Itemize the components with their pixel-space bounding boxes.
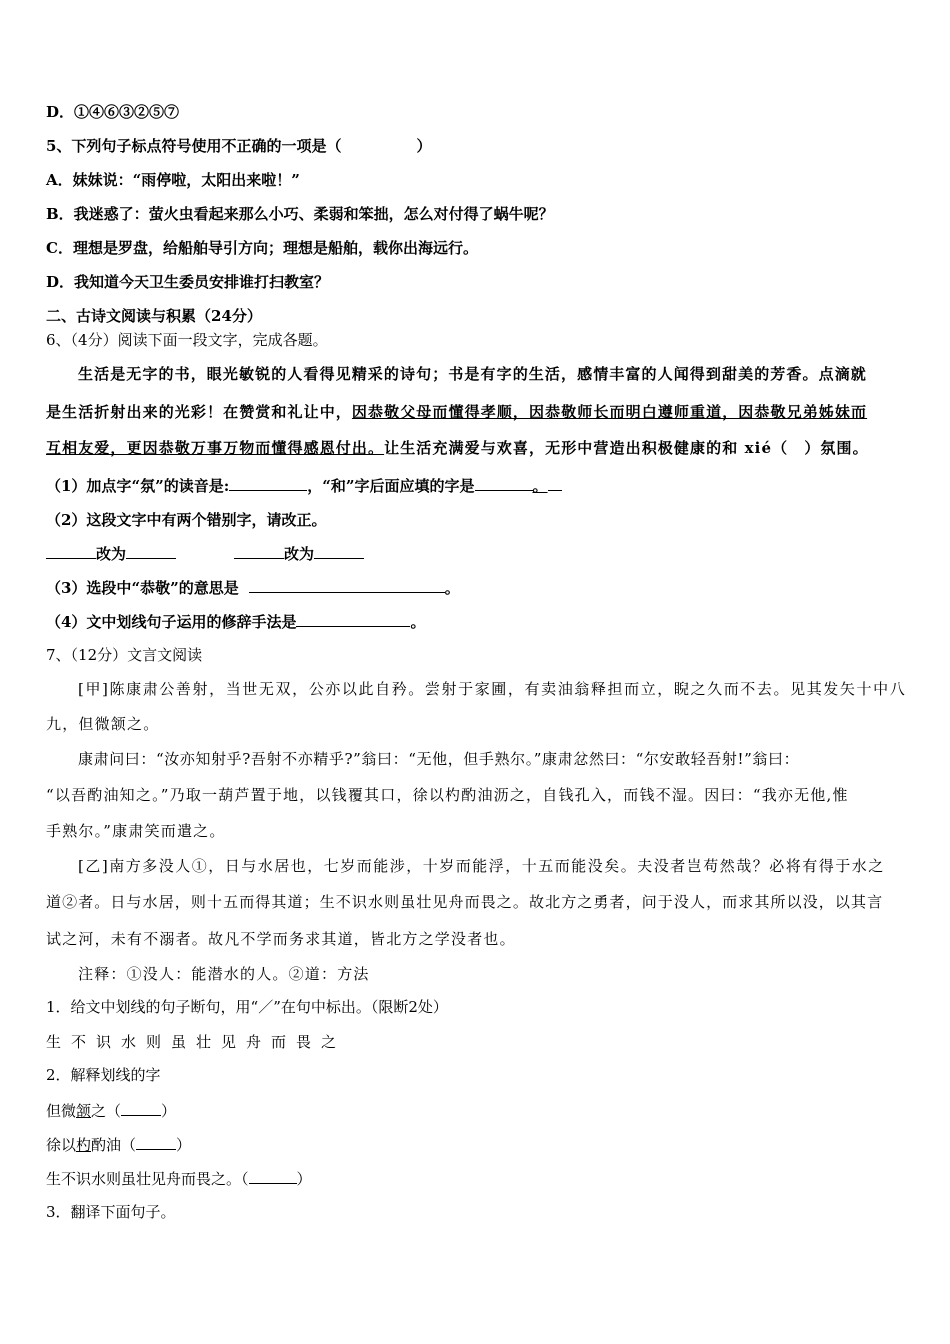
- classical-text-line: “以吾酌油知之。”乃取一葫芦置于地，以钱覆其口，徐以杓酌油沥之，自钱孔入，而钱不湿。因曰：“我亦无他,惟: [46, 786, 849, 804]
- answer-blank[interactable]: [121, 1099, 161, 1116]
- q7-sub1-sentence: 生不识水则虽壮见舟而畏之: [46, 1033, 347, 1051]
- q7-sub3: 3．翻译下面句子。: [46, 1203, 176, 1221]
- q5-option-c: C．理想是罗盘，给船舶导引方向；理想是船舶，载你出海远行。: [46, 239, 478, 257]
- sub3-prompt: （3）选段中“恭敬”的意思是: [46, 579, 239, 597]
- q5-option-d: D．我知道今天卫生委员安排谁打扫教室？: [46, 273, 330, 291]
- classical-text-line: 道②者。日与水居，则十五而得其道；生不识水则虽壮见舟而畏之。故北方之勇者，问于没人，而求其所以没，以其言: [46, 893, 884, 911]
- answer-blank[interactable]: [46, 542, 96, 559]
- sub1-end: 。: [532, 477, 548, 495]
- answer-blank-tail: [548, 474, 562, 491]
- classical-text-line: [乙]南方多没人①，日与水居也，七岁而能涉，十岁而能浮，十五而能没矣。夫没者岂苟然哉？必将有得于水之: [78, 857, 885, 875]
- sub1-prompt-b: ，“和”字后面应填的字是: [307, 477, 475, 495]
- underlined-sentence: 互相友爱，更因恭敬万事万物而懂得感恩付出。: [46, 439, 385, 457]
- q5-stem: 5、下列句子标点符号使用不正确的一项是（ ）: [46, 137, 432, 155]
- q4-option-d: D．①④⑥③②⑤⑦: [46, 103, 180, 121]
- word-context: 徐以: [46, 1136, 77, 1154]
- classical-text-line: [甲]陈康肃公善射，当世无双，公亦以此自矜。尝射于家圃，有卖油翁释担而立，睨之久而不去。见其发矢十中八: [78, 680, 907, 698]
- answer-blank[interactable]: [296, 610, 410, 627]
- target-word: 颔: [76, 1102, 92, 1120]
- q5-option-a: A．妹妹说：“雨停啦，太阳出来啦！”: [46, 171, 300, 189]
- underlined-sentence: 因恭敬父母而懂得孝顺，因恭敬师长而明白遵师重道，因恭敬兄弟姊妹而: [351, 403, 868, 421]
- change-label: 改为: [96, 545, 127, 563]
- q6-sub4: [46, 610, 906, 632]
- answer-blank[interactable]: [136, 1133, 176, 1150]
- passage-text: 是生活折射出来的光彩！在赞赏和礼让中，: [46, 403, 352, 421]
- sub3-end: 。: [444, 579, 460, 597]
- q7-word-2: [46, 1133, 906, 1155]
- q6-sub2: （2）这段文字中有两个错别字，请改正。: [46, 511, 327, 529]
- q7-word-1: [46, 1099, 906, 1121]
- q7-sub1: 1．给文中划线的句子断句，用“／”在句中标出。（限断2处）: [46, 998, 448, 1016]
- q5-option-b: B．我迷惑了：萤火虫看起来那么小巧、柔弱和笨拙，怎么对付得了蜗牛呢？: [46, 205, 554, 223]
- target-word: 杓: [76, 1136, 92, 1154]
- annotation-note: 注释：①没人：能潜水的人。②道：方法: [78, 965, 370, 983]
- q6-sub2-answer: [46, 542, 906, 564]
- classical-text-line: 康肃问曰：“汝亦知射乎?吾射不亦精乎?”翁曰：“无他，但手熟尔。”康肃忿然曰：“尔安敢轻吾射!”翁曰：: [78, 750, 800, 768]
- answer-blank[interactable]: [249, 1167, 297, 1184]
- q6-sub1: [46, 474, 906, 496]
- change-label: 改为: [284, 545, 315, 563]
- answer-blank[interactable]: [475, 474, 533, 491]
- answer-blank[interactable]: [249, 576, 445, 593]
- answer-blank[interactable]: [234, 542, 284, 559]
- paren-close: ）: [296, 1170, 312, 1188]
- answer-blank[interactable]: [314, 542, 364, 559]
- q6-stem: 6、（4分）阅读下面一段文字，完成各题。: [46, 331, 328, 349]
- classical-text-line: 九，但微颔之。: [46, 715, 160, 733]
- word-context: 生不识水则虽壮见舟而畏之。（: [46, 1170, 249, 1188]
- paren-close: ）: [161, 1102, 177, 1120]
- word-context: 但微: [46, 1102, 77, 1120]
- word-context: 之（: [91, 1102, 122, 1120]
- paren-close: ）: [176, 1136, 192, 1154]
- q7-sub2: 2．解释划线的字: [46, 1066, 161, 1084]
- answer-blank[interactable]: [126, 542, 176, 559]
- section-title: 二、古诗文阅读与积累（24分）: [46, 307, 262, 325]
- q7-stem: 7、（12分）文言文阅读: [46, 646, 203, 664]
- q6-passage-line: [46, 438, 906, 458]
- q6-sub3: [46, 576, 906, 598]
- passage-text: 让生活充满爱与欢喜，无形中营造出积极健康的和 xié（ ）氛围。: [384, 439, 869, 457]
- classical-text-line: 试之河，未有不溺者。故凡不学而务求其道，皆北方之学没者也。: [46, 930, 516, 948]
- classical-text-line: 手熟尔。”康肃笑而遣之。: [46, 822, 226, 840]
- q7-word-3: [46, 1167, 906, 1189]
- q6-passage-line: 生活是无字的书，眼光敏锐的人看得见精采的诗句；书是有字的生活，感情丰富的人闻得到甜美的芳香。点滴就: [78, 365, 867, 383]
- q6-passage-line: [46, 402, 906, 422]
- sub4-end: 。: [410, 613, 426, 631]
- answer-blank[interactable]: [229, 474, 307, 491]
- word-context: 酌油（: [91, 1136, 137, 1154]
- sub4-prompt: （4）文中划线句子运用的修辞手法是: [46, 613, 297, 631]
- sub1-prompt-a: （1）加点字“氛”的读音是:: [46, 477, 230, 495]
